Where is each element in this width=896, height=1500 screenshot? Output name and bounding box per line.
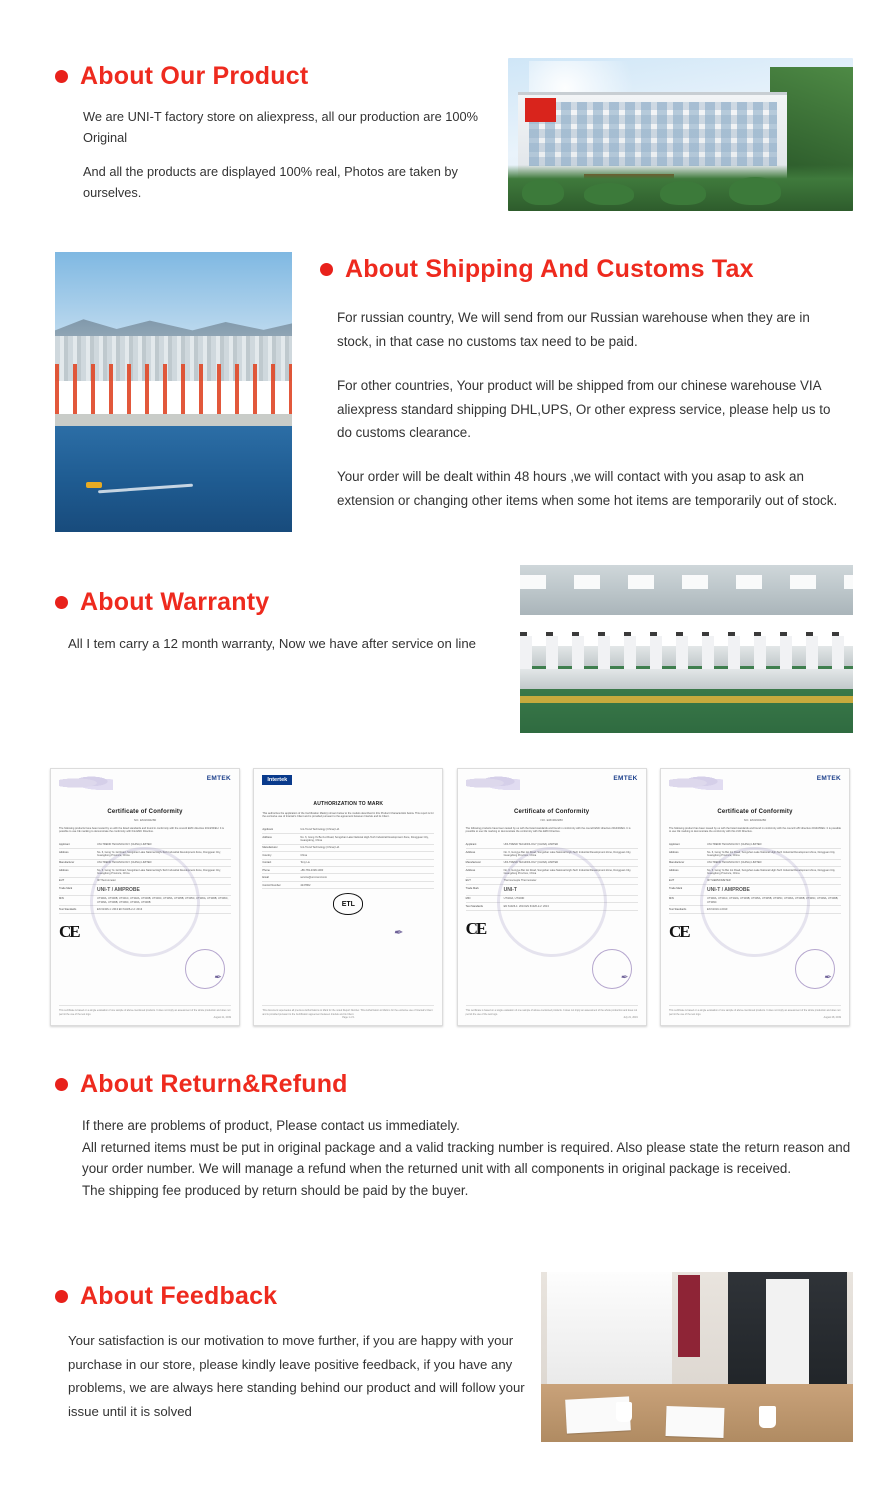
field-label: Trade Mark [465,886,479,890]
section-title: About Return&Refund [80,1070,348,1098]
section-body [320,306,840,513]
shipping-port-image [55,252,292,532]
field-label: Test Standards [465,904,483,908]
certificates-gallery [50,768,850,1031]
field-label: Manufacturer [668,861,685,865]
field-label: Address [59,850,69,854]
certificate-intro: This authorizes the application of the Certification Mark(s) shown below to the models described in this Product Characteristic below. This report is for the exclusive use of Intertek's Client and is provided pursuant to the agreement between Intertek and its Client. [262,812,434,819]
paragraph: All I tem carry a 12 month warranty, Now we have after service on line [68,636,477,651]
etl-mark-icon: ETL [333,893,363,915]
field-label: Phone [262,868,270,872]
certificate-thumbnail[interactable] [660,768,850,1026]
field-value: UNI-TREND TECHNOLOGY (CHINA) LIMITED [503,843,559,847]
field-label: M/N [465,897,471,901]
field-value: EN 61326-1: 2013 EN 61326-2-2: 2013 [503,904,549,908]
paragraph: If there are problems of product, Please contact us immediately. [82,1118,460,1133]
certificate-footer: This certificate is based on a single evaluation of one sample of above-mentioned products. It does not imply an assessment of the whole production and does not permit the use of the test logo. [59,1009,231,1016]
field-value: UNI-T / AMPROBE [706,886,750,893]
signature: ✒ [213,972,221,982]
field-label: Trade Mark [668,886,683,890]
field-value: No. 6, Gong Ye Bei 1st Road, Songshan Lake National High-Tech Industrial Development Zone, Dongguan City, Guangdong Province, China [706,850,836,857]
certificate-issuer: EMTEK [816,775,841,782]
field-label: Manufacturer [465,861,481,865]
certificate-intro: The following product has been issued by us with the listed standards and found in conformity with the council LVD directive 2014/35/EU. It is possible to use CE marking to demonstrate the conformity with this LVD Directive. [668,827,841,834]
field-value: No. 6, Gong Ye 1st Road, Songshan Lake National High-Tech Industrial Development Zone, Dongguan City, Guangdong Province, China [97,868,221,876]
field-value: service@uni-trend.com [300,876,328,880]
certificate-number: NO. EM1902280 [540,818,563,822]
certificate-title: Certificate of Conformity [107,809,183,815]
certificate-issuer: EMTEK [613,775,638,782]
field-label: Manufacturer [59,861,75,865]
paragraph: For russian country, We will send from our Russian warehouse when they are in stock, in that case no customs tax need to be paid. [337,310,810,349]
heading-about-return-refund [55,1070,855,1099]
field-value: Uni-Trend Technology (China) Ltd. [300,846,340,850]
paragraph: The shipping fee produced by return should be paid by the buyer. [82,1183,469,1199]
certificate-footer: This certificate is based on a single evaluation of one sample of above-mentioned products. It does not imply an assessment of the whole production and does not permit the use of the test logo. [465,1009,638,1016]
field-value: China [300,853,308,857]
section-about-shipping-and-customs-tax [320,255,840,533]
field-label: Address [668,850,679,854]
field-value: EN 61010-1:2010 [706,907,728,911]
field-label: Test Standards [668,907,687,911]
field-label: Address [668,868,679,872]
field-label: Address [59,868,69,872]
certificate-number: NO. EM1902280 [133,818,157,822]
field-label: Applicant [262,828,273,832]
field-value: IR Thermometer [97,879,116,883]
certificate-date: August 21, 2019 [213,1015,231,1019]
assembly-line-image [520,565,853,733]
bullet-dot-icon [55,1290,68,1303]
field-label: Email [262,876,269,880]
factory-building-image [508,58,853,211]
business-meeting-image [541,1272,853,1442]
field-value: +86-769-2198-1000 [300,868,324,872]
certificate-stamp-icon [185,949,225,989]
section-title: About Our Product [80,62,309,90]
field-label: M/N [668,897,674,901]
bullet-dot-icon [320,263,333,276]
field-value: EN 61326-1: 2013 EN 61326-2-2: 2013 [97,907,143,911]
signature: ✒ [823,972,831,982]
certificate-thumbnail[interactable] [50,768,240,1026]
signature: ✒ [620,972,628,982]
field-label: M/N [59,897,64,901]
certificate-thumbnail[interactable] [253,768,443,1026]
certificate-date: July 21, 2019 [623,1015,638,1019]
section-title: About Shipping And Customs Tax [345,255,754,283]
section-about-return-and-refund [55,1070,855,1202]
field-value: No. 6, Gongye Bei 1st Road, Songshan Lake National High-Tech Industrial Development Zone, Dongguan City, Guangdong Province, China [503,868,632,876]
field-label: Applicant [668,843,680,847]
field-value: UT320A, UT320D [503,897,525,901]
field-label: EUT [465,879,471,883]
certificate-footer: This document supersedes all previous Authorizations to Mark for the noted Report Number. This Authorization to Mark is for the exclusive use of Intertek's Client and is provided pursuant to the Certification agreement between Intertek and its Client. [262,1009,433,1016]
field-value: No. 6, Gong Ye Bei 1st Road, Songshan Lake National High-Tech Industrial Development Zone, Dongguan City, Guangdong, China [300,835,429,842]
field-label: Applicant [465,843,477,847]
certificate-issuer: Intertek [262,775,292,785]
ce-mark-icon: CE [59,921,79,941]
section-body [55,633,505,655]
section-title: About Feedback [80,1282,278,1310]
field-label: Test Standards [59,907,77,911]
heading-about-shipping [320,255,840,284]
section-body [55,1329,535,1423]
field-value: UNI-TREND TECHNOLOGY (CHINA) LIMITED [706,843,762,847]
paragraph: Your order will be dealt within 48 hours ,we will contact with you asap to ask an extension or changing other items when some hot items are temporarily out of stock. [337,469,838,509]
certificate-page: Page 1 of 1 [342,1015,355,1019]
field-label: Manufacturer [262,846,278,850]
field-label: Trade Mark [59,886,73,890]
field-value: UNI-TREND TECHNOLOGY (CHINA) LIMITED [97,861,152,865]
paragraph: And all the products are displayed 100% real, Photos are taken by ourselves. [83,164,458,201]
signature: ✒ [393,927,403,939]
field-label: EUT [668,879,675,883]
field-value: Thermocouple Thermometer [503,879,537,883]
field-label: Address [465,850,476,854]
bullet-dot-icon [55,596,68,609]
certificate-title: Certificate of Conformity [717,809,793,815]
certificate-intro: The following products have been tested by us with the listed standards and found in conformity with the council EMC directive 2014/30/EU. It is possible to use CE marking to demonstrate the conformity with this EMC Directive. [465,827,631,834]
ce-mark-icon: CE [465,918,486,938]
field-label: Contact [262,861,272,865]
bullet-dot-icon [55,1078,68,1091]
certificate-stamp-icon [795,949,835,989]
paragraph: Your satisfaction is our motivation to move further, if you are happy with your purchase in our store, please kindly leave positive feedback, if you have any problems, we are always here standing behind our product and will follow your issue until it is solved [68,1333,525,1419]
field-value: No. 6, Gong Ye Bei 1st Road, Songshan Lake National High-Tech Industrial Development Zone, Dongguan City, Guangdong Province, China [706,868,836,876]
section-about-our-product [55,62,505,204]
field-value: UNI-TREND TECHNOLOGY (CHINA) LIMITED [97,843,152,847]
field-value: Tony Liu [300,861,310,865]
field-value: UT300A, UT300B, UT301C, UT302A, UT303B, UT303C, UT305A, UT305B, UT305C, UT306A, UT306B, UT306C, UT309A, UT309B, UT309C, UT330A, UT330B [97,897,229,904]
field-value: IR THERMOMETER [706,879,731,883]
field-label: Country [262,853,272,857]
field-label: Applicant [59,843,70,847]
field-value: Uni-Trend Technology (China) Ltd. [300,828,340,832]
field-value: UNI-TREND TECHNOLOGY (CHINA) LIMITED [503,861,559,865]
bullet-dot-icon [55,70,68,83]
field-label: EUT [59,879,65,883]
certificate-date: August 28, 2019 [823,1015,841,1019]
certificate-thumbnail[interactable] [457,768,647,1026]
certificate-footer: This certificate is based on a single evaluation of one sample of above-mentioned products. It does not imply an assessment of the whole production and does not permit the use of the test logo. [668,1009,841,1016]
field-value: 4247862 [300,883,311,887]
field-label: Address [465,868,476,872]
certificate-number: NO. EM1902280 [743,818,767,822]
paragraph: For other countries, Your product will be shipped from our chinese warehouse VIA aliexpress standard shipping DHL,UPS, Or other express service, please help us to do customs clearance. [337,377,831,441]
field-value: UNI-TREND TECHNOLOGY (CHINA) LIMITED [706,861,762,865]
field-value: UNI-T / AMPROBE [97,886,140,893]
certificate-intro: The following products have been tested by us with the listed standards and found in conformity with the council EMC directive 2014/30/EU. It is possible to use CE marking to demonstrate the conformity with this EMC Directive. [59,827,224,834]
heading-about-our-product [55,62,505,91]
certificate-title: Certificate of Conformity [513,809,590,815]
heading-about-warranty [55,588,505,617]
field-value: UT300A, UT301C, UT302A, UT303B, UT305A, UT305B, UT305C, UT306A, UT306B, UT306C, UT309A, UT309B, UT309C [706,897,839,904]
field-label: Control Number [262,883,281,887]
section-body [55,1115,855,1202]
field-value: No. 6, Gongye Bei 1st Road, Songshan Lake National High-Tech Industrial Development Zone, Dongguan City, Guangdong Province, China [503,850,632,857]
certificate-issuer: EMTEK [206,775,231,782]
heading-about-feedback [55,1282,535,1311]
section-about-feedback [55,1282,535,1423]
section-about-warranty [55,588,505,655]
ce-mark-icon: CE [668,921,689,941]
field-value: No. 6, Gong Ye 1st Road, Songshan Lake National High-Tech Industrial Development Zone, Dongguan City, Guangdong Province, China [97,850,221,857]
field-label: Address [262,835,272,839]
section-title: About Warranty [80,588,270,616]
section-body [55,107,505,204]
field-value: UNI-T [503,886,517,893]
paragraph: All returned items must be put in original package and a valid tracking number is required. Also please state the return reason and your order number. We will manage a refund when the returned unit with all components in original package is received. [82,1139,851,1177]
paragraph: We are UNI-T factory store on aliexpress, all our production are 100% Original [83,109,478,145]
certificate-title: AUTHORIZATION TO MARK [313,801,384,807]
certificate-stamp-icon [592,949,632,989]
